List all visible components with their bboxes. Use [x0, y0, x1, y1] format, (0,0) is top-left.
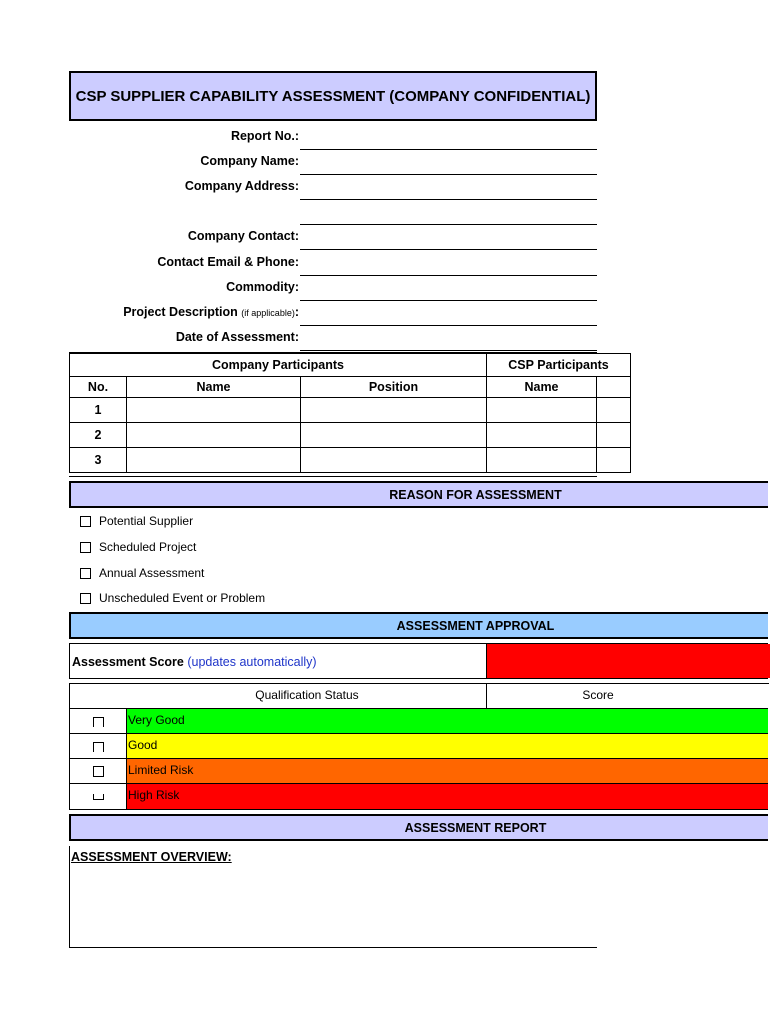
- assessment-approval-header: ASSESSMENT APPROVAL: [69, 612, 768, 639]
- company-name-label: Company Name:: [200, 154, 299, 168]
- commodity-field[interactable]: [300, 300, 597, 301]
- date-of-assessment-label: Date of Assessment:: [175, 330, 299, 344]
- col-name-header: Name: [127, 377, 301, 398]
- reason-item[interactable]: Potential Supplier: [80, 511, 299, 531]
- position-cell[interactable]: [301, 398, 487, 423]
- company-address-label: Company Address:: [184, 179, 299, 193]
- report-no-field[interactable]: [300, 149, 597, 150]
- reason-for-assessment-header: REASON FOR ASSESSMENT: [69, 481, 768, 508]
- document-title: CSP SUPPLIER CAPABILITY ASSESSMENT (COMPANY CONFIDENTIAL): [69, 71, 597, 121]
- commodity-label: Commodity:: [226, 280, 299, 294]
- checkbox-icon[interactable]: [93, 766, 104, 777]
- csp-name-cell[interactable]: [487, 423, 597, 448]
- checkbox-icon[interactable]: [80, 568, 91, 579]
- position-cell[interactable]: [301, 448, 487, 473]
- assessment-report-header: ASSESSMENT REPORT: [69, 814, 768, 841]
- company-address-field[interactable]: [300, 199, 597, 200]
- col-no-header: No.: [70, 377, 127, 398]
- position-cell[interactable]: [301, 423, 487, 448]
- name-cell[interactable]: [127, 423, 301, 448]
- csp-name-cell[interactable]: [487, 448, 597, 473]
- checkbox-icon[interactable]: [93, 794, 104, 800]
- participants-table: [69, 352, 609, 477]
- col-csp-name-header: Name: [487, 377, 597, 398]
- status-good: Good: [126, 733, 489, 760]
- reason-item[interactable]: Unscheduled Event or Problem: [80, 588, 299, 608]
- csp-participants-header: CSP Participants: [487, 354, 631, 377]
- contact-email-phone-field[interactable]: [300, 275, 597, 276]
- company-participants-header: Company Participants: [70, 354, 487, 377]
- table-row: [70, 423, 631, 448]
- row-number: 3: [70, 448, 127, 473]
- checkbox-icon[interactable]: [93, 742, 104, 752]
- checkbox-icon[interactable]: [93, 717, 104, 727]
- company-contact-field[interactable]: [300, 249, 597, 250]
- checkbox-icon[interactable]: [80, 516, 91, 527]
- assessment-overview-box[interactable]: [69, 846, 597, 948]
- reason-item[interactable]: Annual Assessment: [80, 563, 299, 583]
- name-cell[interactable]: [127, 398, 301, 423]
- reason-item[interactable]: Scheduled Project: [80, 537, 299, 557]
- status-limited-risk: Limited Risk: [126, 758, 489, 785]
- company-contact-label: Company Contact:: [187, 229, 299, 243]
- company-address-field-line2[interactable]: [300, 224, 597, 225]
- table-row: [70, 398, 631, 423]
- assessment-score-indicator: [486, 644, 770, 678]
- row-number: 2: [70, 423, 127, 448]
- date-of-assessment-field[interactable]: [300, 350, 597, 351]
- qualification-status-table: [69, 683, 768, 809]
- status-high-risk: High Risk: [126, 783, 489, 810]
- row-number: 1: [70, 398, 127, 423]
- csp-name-cell[interactable]: [487, 398, 597, 423]
- table-row: [70, 448, 631, 473]
- col-position-header: Position: [301, 377, 487, 398]
- report-no-label: Report No.:: [230, 129, 299, 143]
- checkbox-icon[interactable]: [80, 542, 91, 553]
- project-description-label: Project Description (if applicable):: [123, 305, 299, 319]
- checkbox-icon[interactable]: [80, 593, 91, 604]
- contact-email-phone-label: Contact Email & Phone:: [157, 255, 299, 269]
- status-very-good: Very Good: [126, 708, 489, 735]
- assessment-score-row: [69, 643, 768, 679]
- score-column-header: Score: [582, 688, 614, 702]
- assessment-overview-label: ASSESSMENT OVERVIEW:: [71, 850, 232, 864]
- name-cell[interactable]: [127, 448, 301, 473]
- project-description-field[interactable]: [300, 325, 597, 326]
- qualification-status-header: Qualification Status: [126, 683, 487, 709]
- company-name-field[interactable]: [300, 174, 597, 175]
- assessment-score-label: Assessment Score (updates automatically): [72, 655, 317, 669]
